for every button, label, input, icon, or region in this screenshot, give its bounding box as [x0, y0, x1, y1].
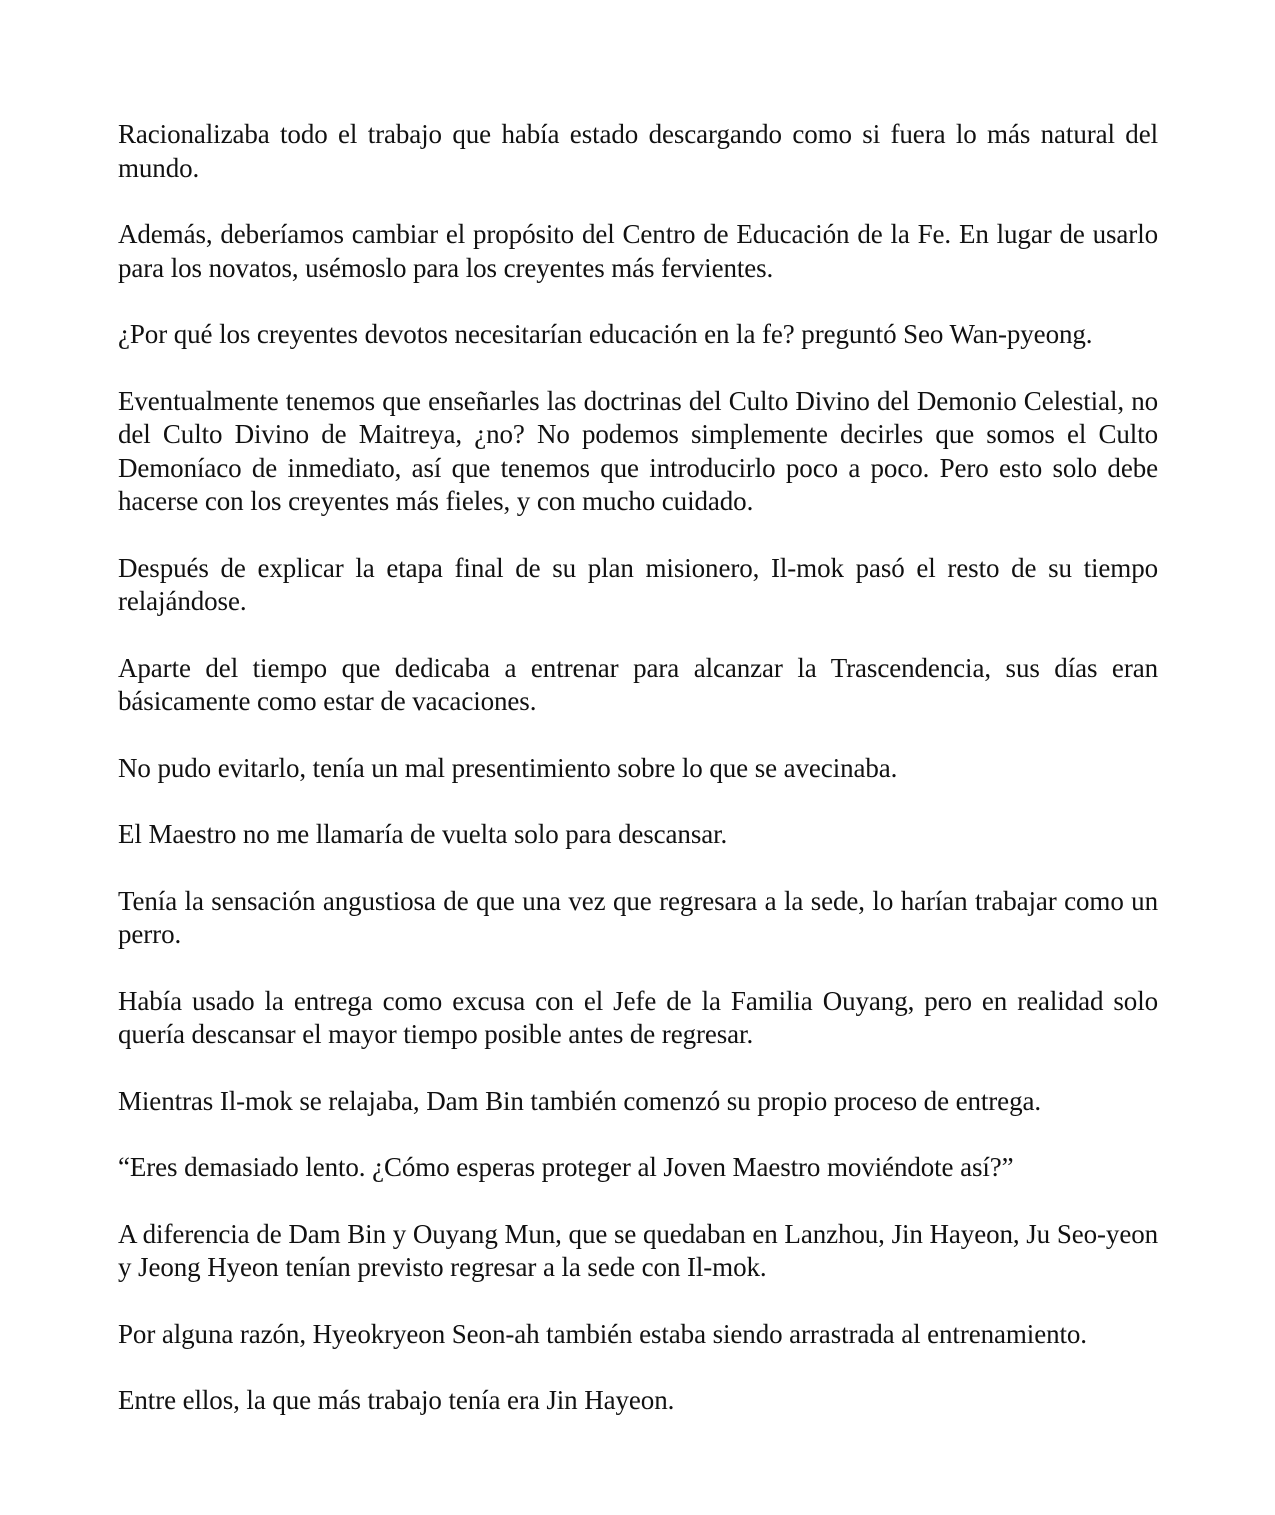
paragraph: Aparte del tiempo que dedicaba a entrenar para alcanzar la Trascendencia, sus días eran básicamente como estar de vacaciones.	[118, 652, 1158, 716]
paragraph: ¿Por qué los creyentes devotos necesitarían educación en la fe? preguntó Seo Wan-pyeong.	[118, 319, 1093, 349]
text-column	[118, 118, 1158, 1451]
paragraph: A diferencia de Dam Bin y Ouyang Mun, que se quedaban en Lanzhou, Jin Hayeon, Ju Seo-yeon y Jeong Hyeon tenían previsto regresar a la sede con Il-mok.	[118, 1218, 1158, 1282]
paragraph: Tenía la sensación angustiosa de que una vez que regresara a la sede, lo harían trabajar como un perro.	[118, 885, 1158, 949]
paragraph: Había usado la entrega como excusa con el Jefe de la Familia Ouyang, pero en realidad solo quería descansar el mayor tiempo posible antes de regresar.	[118, 985, 1158, 1049]
paragraph: Además, deberíamos cambiar el propósito del Centro de Educación de la Fe. En lugar de usarlo para los novatos, usémoslo para los creyentes más fervientes.	[118, 219, 1158, 283]
paragraph: No pudo evitarlo, tenía un mal presentimiento sobre lo que se avecinaba.	[118, 752, 898, 783]
paragraph: Por alguna razón, Hyeokryeon Seon-ah también estaba siendo arrastrada al entrenamiento.	[118, 1318, 1087, 1349]
paragraph: El Maestro no me llamaría de vuelta solo para descansar.	[118, 819, 728, 849]
paragraph: Mientras Il-mok se relajaba, Dam Bin también comenzó su propio proceso de entrega.	[118, 1085, 1041, 1116]
paragraph: Después de explicar la etapa final de su plan misionero, Il-mok pasó el resto de su tiempo relajándose.	[118, 552, 1158, 616]
paragraph: Entre ellos, la que más trabajo tenía era Jin Hayeon.	[118, 1385, 675, 1415]
paragraph: Eventualmente tenemos que enseñarles las doctrinas del Culto Divino del Demonio Celestial, no del Culto Divino de Maitreya, ¿no? No podemos simplemente decirles que somos el Culto Demoníaco de inmediato, así que tenemos que introducirlo poco a poco. Pero esto solo debe hacerse con los creyentes más fieles, y con mucho cuidado.	[118, 385, 1158, 516]
paragraph: “Eres demasiado lento. ¿Cómo esperas proteger al Joven Maestro moviéndote así?”	[118, 1152, 1014, 1182]
paragraph: Racionalizaba todo el trabajo que había estado descargando como si fuera lo más natural del mundo.	[118, 119, 1158, 183]
